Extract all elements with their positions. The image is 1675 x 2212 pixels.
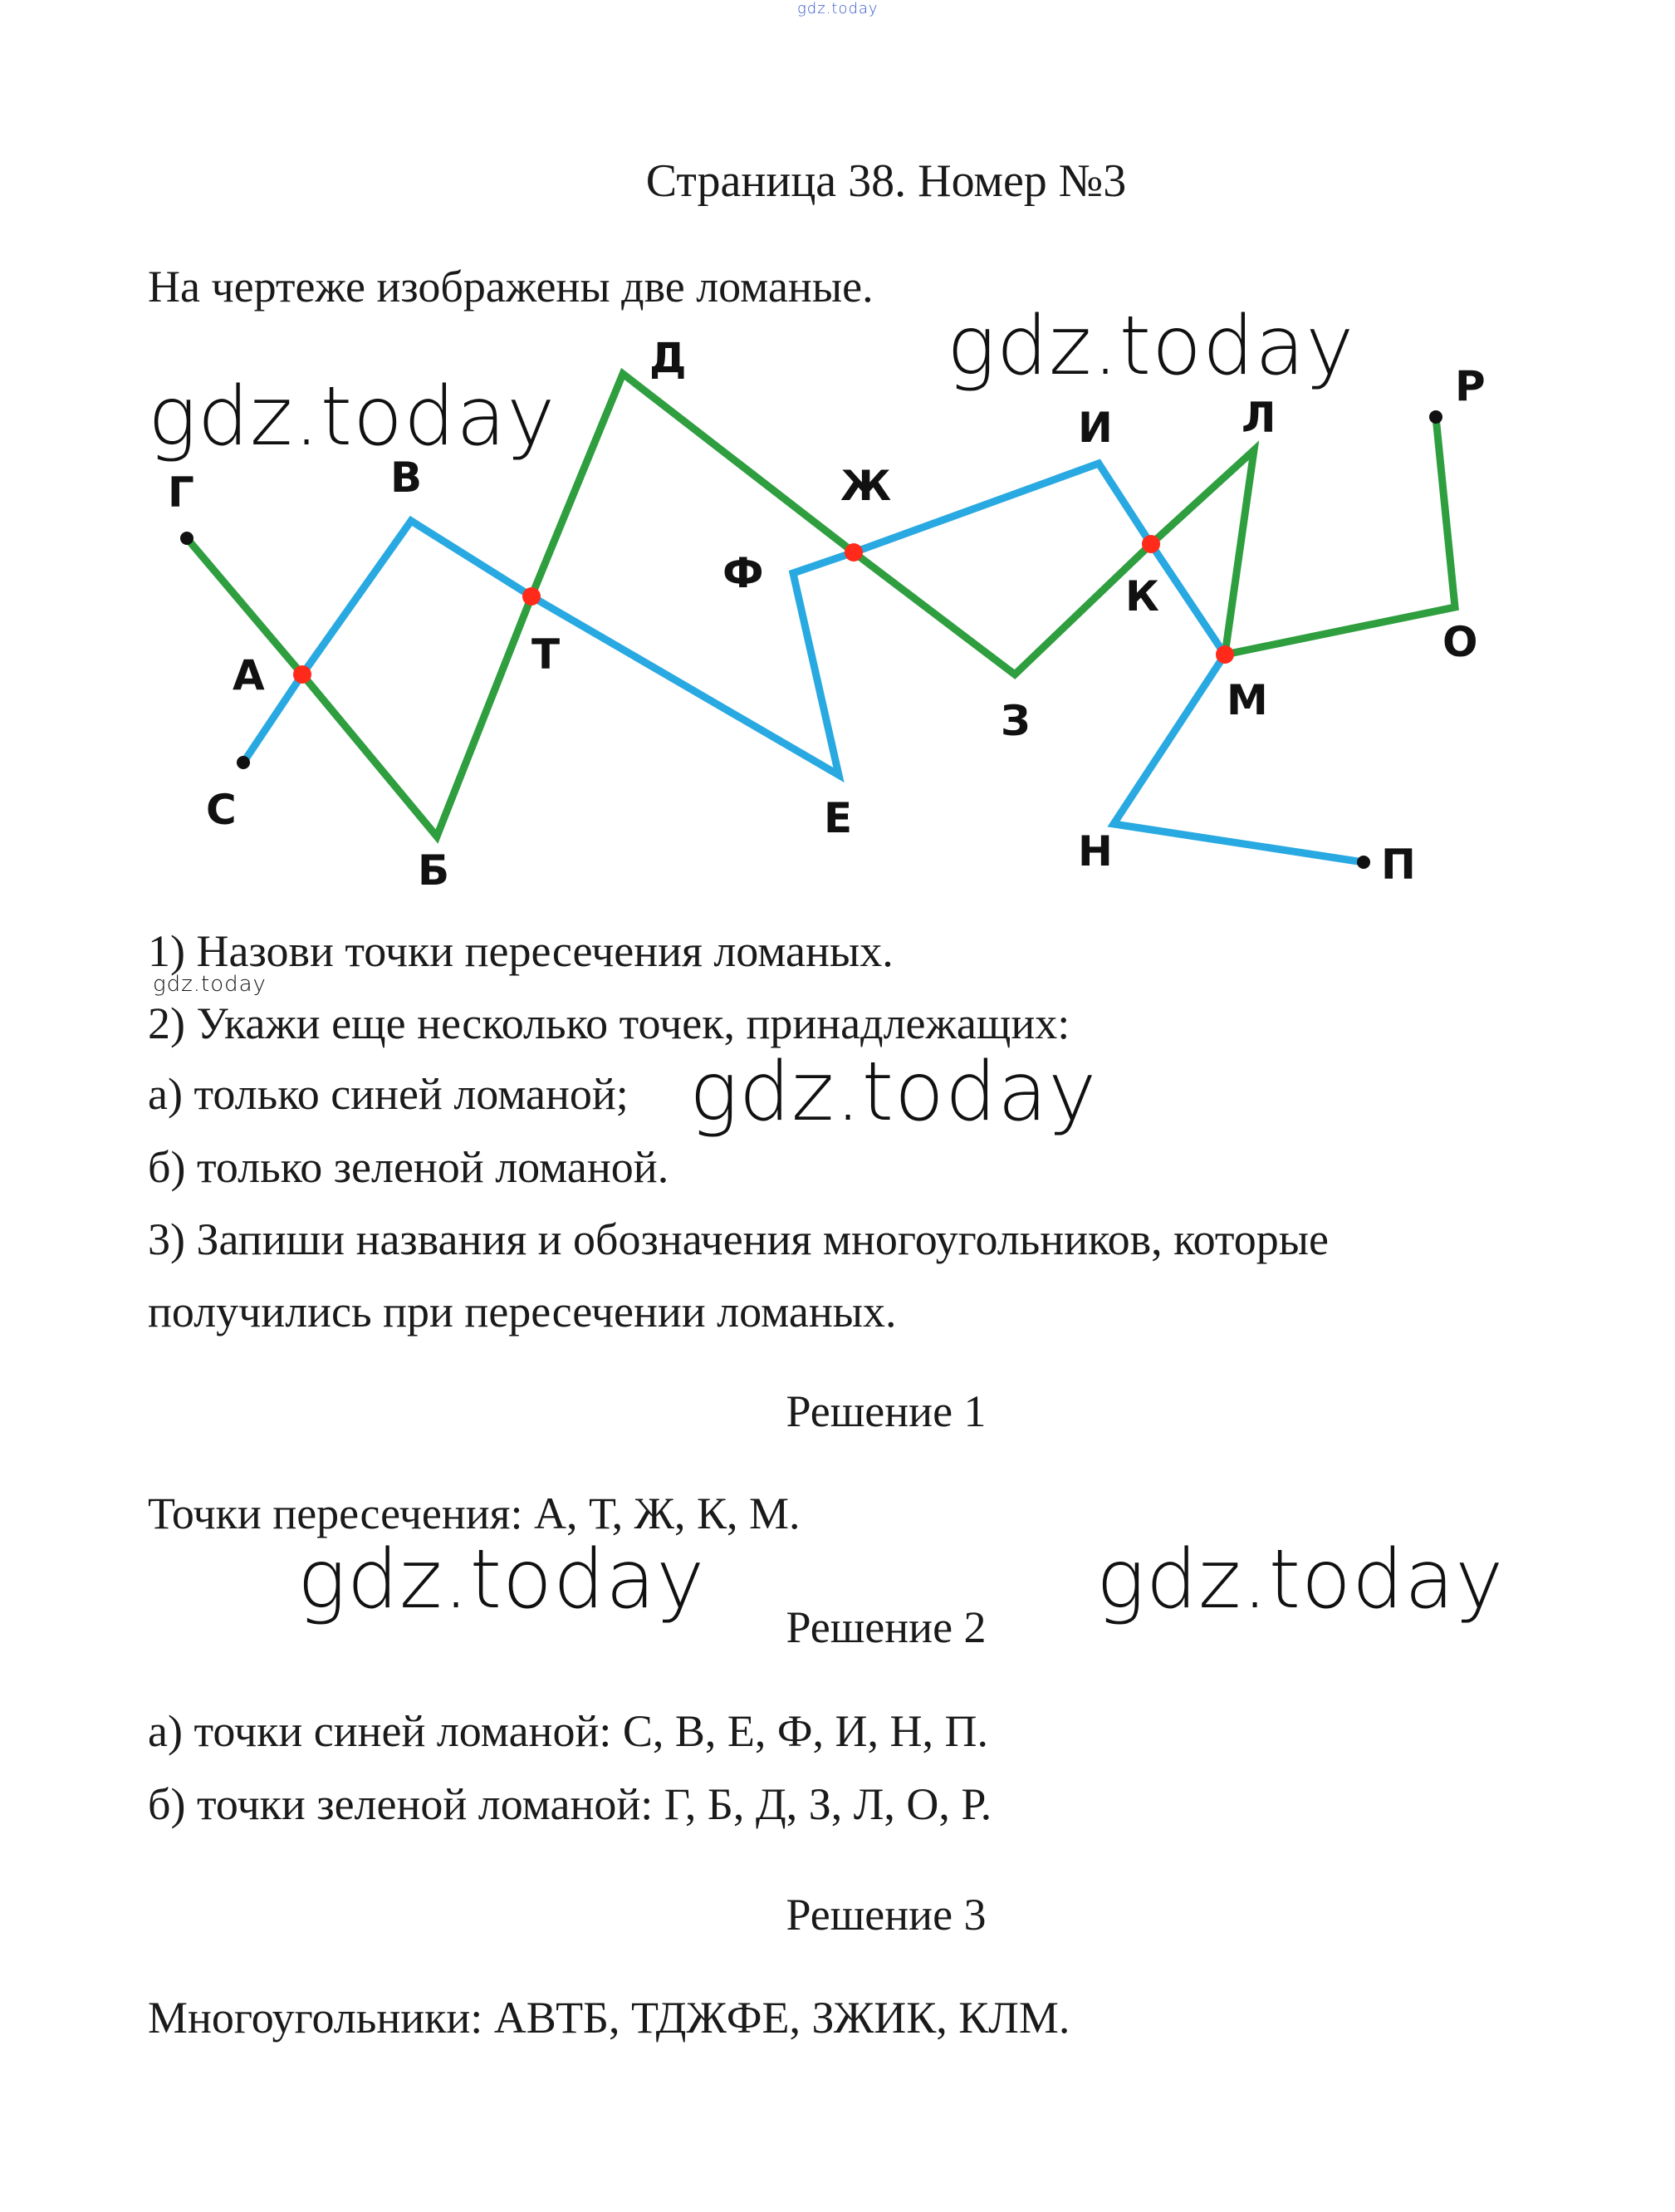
solution-1-text: Точки пересечения: А, Т, Ж, К, М.	[148, 1489, 801, 1538]
label-a: А	[233, 651, 265, 699]
top-watermark: gdz.today	[797, 0, 879, 17]
label-t: Т	[531, 630, 561, 679]
watermark: gdz.today	[297, 1533, 706, 1627]
solution-2-title: Решение 2	[786, 1602, 987, 1652]
label-zh: Ж	[840, 462, 892, 510]
solution-2b: б) точки зеленой ломаной: Г, Б, Д, З, Л, О, Р.	[148, 1779, 992, 1829]
watermark-small: gdz.today	[153, 972, 267, 997]
label-s: С	[206, 786, 237, 834]
page-title: Страница 38. Номер №3	[645, 155, 1127, 207]
label-o: О	[1442, 618, 1478, 666]
label-i: И	[1078, 404, 1113, 452]
watermark: gdz.today	[947, 299, 1355, 394]
label-r: Р	[1455, 362, 1486, 410]
solution-3-text: Многоугольники: АВТБ, ТДЖФЕ, ЗЖИК, КЛМ.	[148, 1993, 1070, 2043]
label-d: Д	[649, 334, 687, 382]
intersection-point-zh	[845, 543, 863, 562]
watermark: gdz.today	[689, 1045, 1098, 1140]
endpoint-p	[1357, 856, 1370, 869]
label-g: Г	[168, 468, 194, 517]
intro-text: На чертеже изображены две ломаные.	[148, 262, 874, 311]
intersection-point-t	[522, 587, 541, 606]
task-3-line1: 3) Запиши названия и обозначения многоугольников, которые	[148, 1214, 1330, 1264]
intersection-point-k	[1142, 535, 1160, 553]
watermark: gdz.today	[148, 370, 556, 464]
solution-3-title: Решение 3	[786, 1890, 987, 1940]
solution-1-title: Решение 1	[786, 1386, 987, 1436]
task-1: 1) Назови точки пересечения ломаных.	[148, 926, 894, 976]
label-l: Л	[1242, 394, 1276, 442]
task-2a: а) только синей ломаной;	[148, 1069, 629, 1119]
watermark: gdz.today	[1096, 1533, 1505, 1627]
solution-2a: а) точки синей ломаной: С, В, Е, Ф, И, Н, П.	[148, 1706, 989, 1756]
task-3-line2: получились при пересечении ломаных.	[148, 1287, 897, 1337]
label-n: Н	[1078, 827, 1113, 875]
endpoint-g	[180, 532, 193, 545]
label-z: З	[1001, 697, 1031, 745]
label-v: В	[390, 454, 423, 502]
label-p: П	[1381, 841, 1416, 889]
task-2: 2) Укажи еще несколько точек, принадлежащих:	[148, 998, 1070, 1048]
label-f: Ф	[722, 549, 764, 597]
endpoint-s	[237, 756, 250, 769]
label-b: Б	[418, 846, 450, 895]
intersection-point-a	[293, 665, 311, 684]
label-k: К	[1125, 572, 1159, 620]
label-e: Е	[824, 794, 853, 842]
label-m: М	[1227, 676, 1268, 724]
intersection-point-m	[1216, 645, 1234, 664]
task-2b: б) только зеленой ломаной.	[148, 1142, 669, 1192]
endpoint-r	[1429, 410, 1442, 424]
